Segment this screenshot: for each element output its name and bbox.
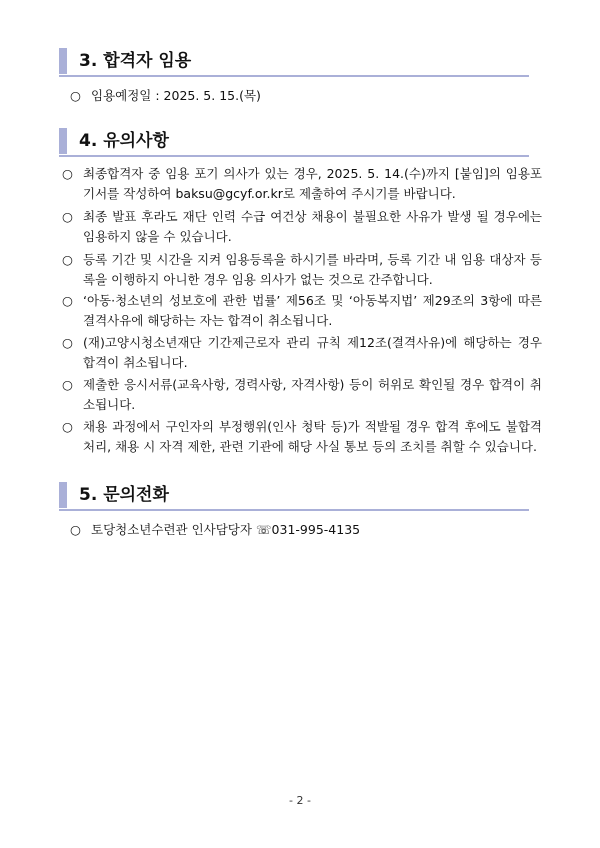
section-title: 4. 유의사항: [79, 131, 169, 151]
heading-underline: [59, 509, 529, 511]
list-item: [62, 333, 542, 373]
section-heading-5: [59, 482, 529, 510]
bullet-circle-icon: ○: [70, 522, 81, 537]
heading-accent-bar: [59, 128, 67, 154]
bullet-circle-icon: ○: [62, 166, 73, 181]
bullet-circle-icon: ○: [62, 419, 73, 434]
item-text: 제출한 응시서류(교육사항, 경력사항, 자격사항) 등이 허위로 확인될 경우 합격이 취소됩니다.: [83, 377, 542, 412]
bullet-circle-icon: ○: [62, 377, 73, 392]
item-text: 최종 발표 후라도 재단 인력 수급 여건상 채용이 불필요한 사유가 발생 될 경우에는 임용하지 않을 수 있습니다.: [83, 209, 542, 244]
bullet-circle-icon: ○: [70, 88, 81, 103]
item-text: (재)고양시청소년재단 기간제근로자 관리 규칙 제12조(결격사유)에 해당하는 경우 합격이 취소됩니다.: [83, 335, 542, 370]
list-item: [70, 520, 550, 540]
bullet-circle-icon: ○: [62, 209, 73, 224]
list-item: [62, 375, 542, 415]
item-text: 토당청소년수련관 인사담당자 ☏031-995-4135: [91, 522, 361, 537]
page-number: - 2 -: [289, 794, 311, 807]
list-item: [62, 417, 542, 457]
list-item: [62, 207, 542, 247]
list-item: [70, 86, 550, 106]
heading-accent-bar: [59, 48, 67, 74]
item-text: 채용 과정에서 구인자의 부정행위(인사 청탁 등)가 적발될 경우 합격 후에도 불합격 처리, 채용 시 자격 제한, 관련 기관에 해당 사실 통보 등의 조치를 취할 수 있습니다.: [83, 419, 542, 454]
section-title: 3. 합격자 임용: [79, 51, 192, 71]
list-item: [62, 291, 542, 331]
list-item: [62, 250, 542, 290]
section-title: 5. 문의전화: [79, 485, 169, 505]
item-text: 최종합격자 중 임용 포기 의사가 있는 경우, 2025. 5. 14.(수)까지 [붙임]의 임용포기서를 작성하여 baksu@gcyf.or.kr로 제출하여 주시기를 바랍니다.: [83, 166, 542, 201]
list-item: [62, 164, 542, 204]
item-text: 임용예정일 : 2025. 5. 15.(목): [91, 88, 261, 103]
section-heading-4: [59, 128, 529, 156]
heading-accent-bar: [59, 482, 67, 508]
bullet-circle-icon: ○: [62, 252, 73, 267]
section-heading-3: [59, 48, 529, 76]
heading-underline: [59, 75, 529, 77]
bullet-circle-icon: ○: [62, 335, 73, 350]
item-text: ‘아동·청소년의 성보호에 관한 법률’ 제56조 및 ‘아동복지법’ 제29조의 3항에 따른 결격사유에 해당하는 자는 합격이 취소됩니다.: [83, 293, 542, 328]
heading-underline: [59, 155, 529, 157]
item-text: 등록 기간 및 시간을 지켜 임용등록을 하시기를 바라며, 등록 기간 내 임용 대상자 등록을 이행하지 아니한 경우 임용 의사가 없는 것으로 간주합니다.: [83, 252, 542, 287]
bullet-circle-icon: ○: [62, 293, 73, 308]
